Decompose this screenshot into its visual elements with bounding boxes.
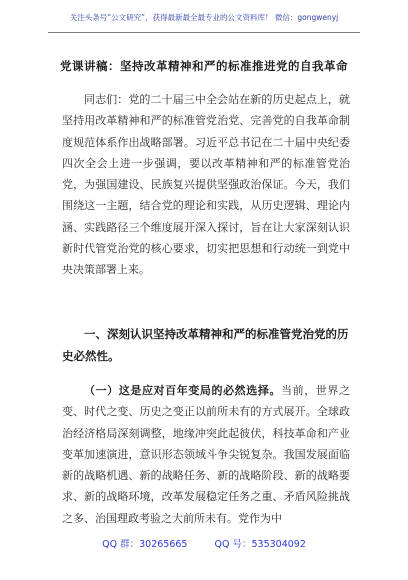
section-heading-1: 一、深刻认识坚持改革精神和严的标准管党治党的历史必然性。 (62, 327, 349, 363)
subsection-text: 当前，世界之变、时代之变、历史之变正以前所未有的方式展开。全球政治经济格局深刻调整，地缘冲突此起彼伏，科技革命和产业变革加速演进，意识形态领域斗争尖锐复杂。我国发展面临新的战略机遇、新的战略任务、新的战略阶段、新的战略要求、新的战略环境，改革发展稳定任务之重、矛盾风险挑战之多、治国理政考验之大前所未有。党作为中 (62, 384, 351, 525)
paragraph-intro: 同志们：党的二十届三中全会站在新的历史起点上，就坚持用改革精神和严的标准管党治党、完善党的自我革命制度规范体系作出战略部署。习近平总书记在二十届中央纪委四次全会上进一步强调，要以改革精神和严的标准管党治党，为强国建设、民族复兴提供坚强政治保证。今天，我们围绕这一主题，结合党的理论和实践，从历史逻辑、理论内涵、实践路径三个维度展开深入探讨，旨在让大家深刻认识新时代管党治党的核心要求，切实把思想和行动统一到党中央决策部署上来。 (62, 93, 350, 277)
footer-qq-group: QQ 群：30265665 (102, 539, 188, 550)
page-header-notice: 关注头条号“公文研究”，获得最新最全最专业的公文资料库！ 微信：gongwenyj (69, 13, 339, 22)
document-title: 党课讲稿：坚持改革精神和严的标准推进党的自我革命 (60, 59, 348, 73)
subsection-lead: （一）这是应对百年变局的必然选择。 (84, 384, 282, 397)
footer-qq-number: QQ 号：535304092 (214, 539, 306, 550)
page-footer (0, 536, 408, 550)
paragraph-section-1-1 (62, 380, 350, 529)
header-divider (48, 32, 360, 33)
